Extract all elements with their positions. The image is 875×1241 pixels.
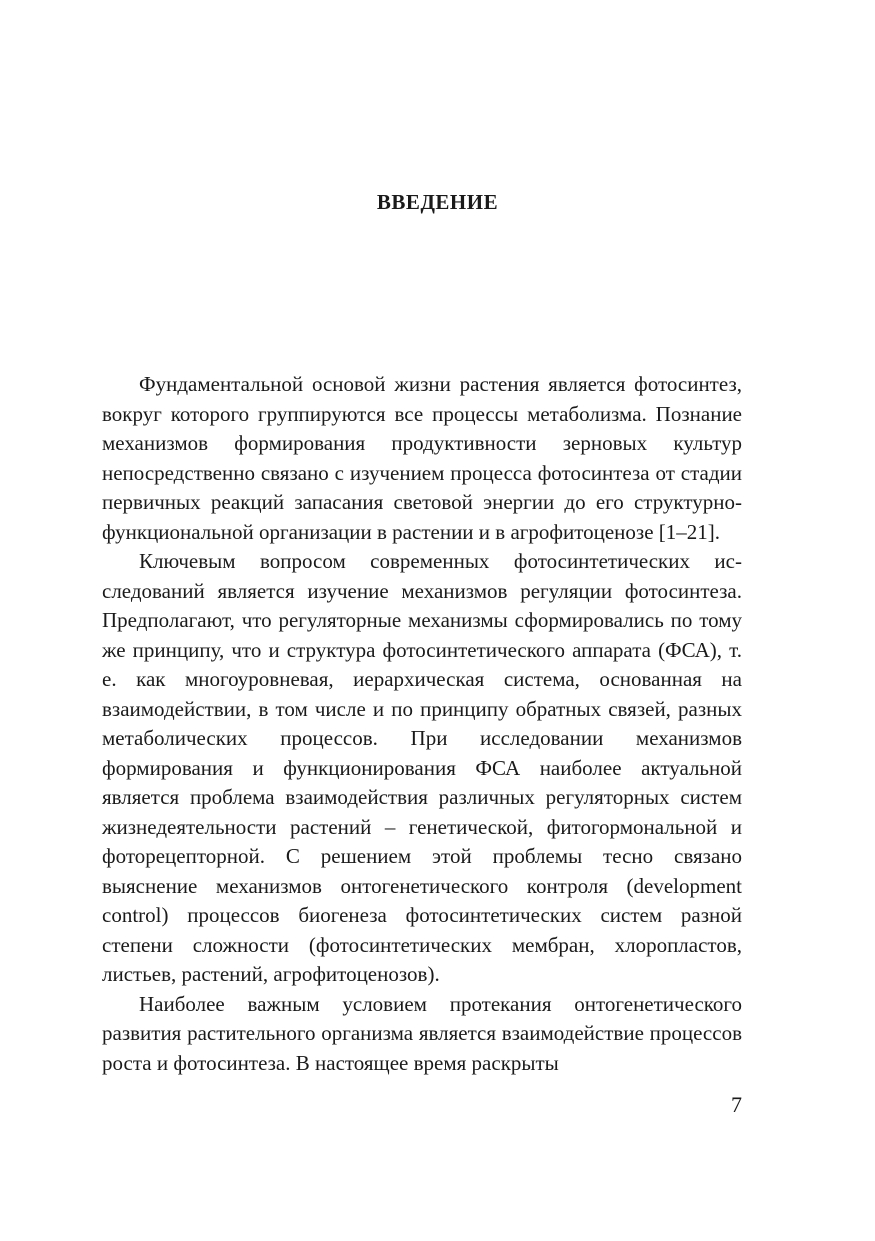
paragraph-1: Фундаментальной основой жизни растения является фотосинтез, вокруг которого группируются все процессы метаболизма. Познание механизмов формирования продуктивности зерновых культур непосредственно связано с изучением процесса фотосинтеза от стадии первичных реакций запасания световой энергии до его структурно-функциональной организации в растении и в агрофитоценозе [1–21]. — [102, 372, 742, 544]
body-text — [102, 370, 742, 1078]
page-number: 7 — [731, 1092, 742, 1117]
paragraph-2: Ключевым вопросом современных фотосинтетических исследований является изучение механизмов регуляции фотосинтеза. Предполагают, что регуляторные механизмы сформировались по тому же принципу, что и структура фотосинтетического аппарата (ФСА), т. е. как многоуровневая, иерархическая система, основанная на взаимодействии, в том числе и по принципу обратных связей, разных метаболических процессов. При исследовании механизмов формирования и функционирования ФСА наиболее актуальной является проблема взаимодействия различных регуляторных систем жизнедеятельности растений – генетической, фитогормональной и фоторецепторной. С решением этой проблемы тесно связано выяснение механизмов онтогенетического контроля (development control) процессов биогенеза фотосинтетических систем разной степени сложности (фотосинтетических мембран, хлоропластов, листьев, растений, агрофитоценозов). — [102, 549, 742, 986]
paragraph-3: Наиболее важным условием протекания онтогенетического развития растительного организма является взаимодействие процессов роста и фотосинтеза. В настоящее время раскрыты — [102, 991, 742, 1075]
section-heading: ВВЕДЕНИЕ — [376, 190, 499, 214]
